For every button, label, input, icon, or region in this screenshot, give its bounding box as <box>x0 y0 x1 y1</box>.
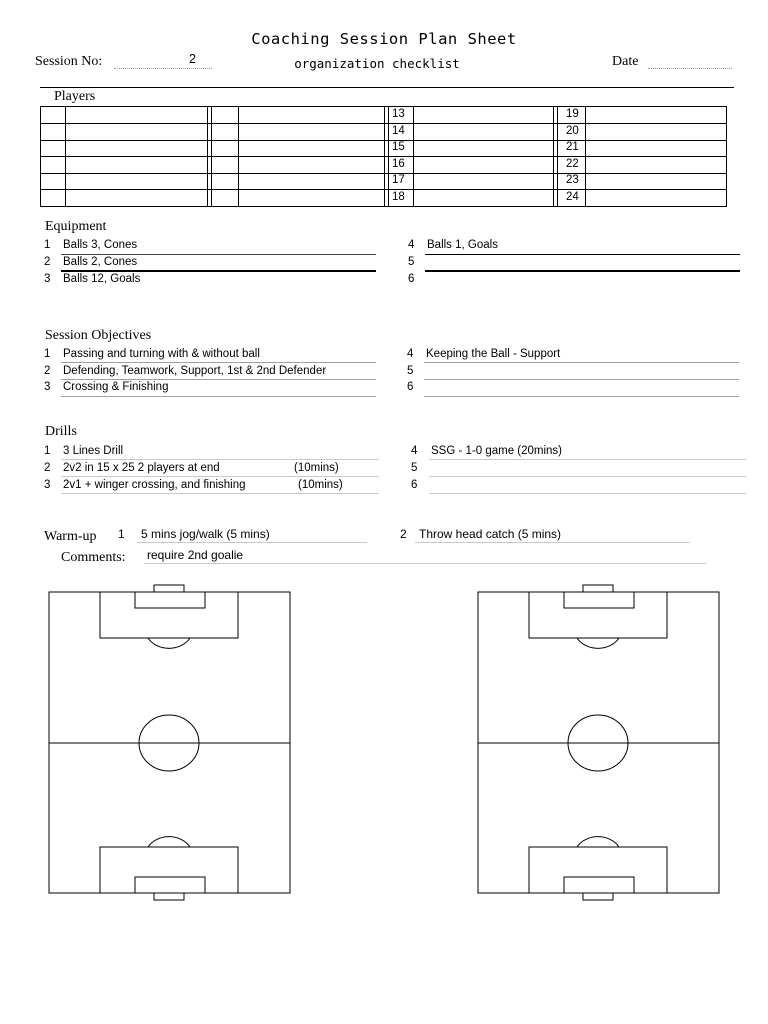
player-number: 21 <box>566 141 579 153</box>
player-number: 24 <box>566 191 579 203</box>
player-number: 13 <box>392 108 405 120</box>
comments-value[interactable]: require 2nd goalie <box>147 548 244 562</box>
objective-item[interactable]: Crossing & Finishing <box>63 381 169 393</box>
session-no-value[interactable]: 2 <box>189 52 196 66</box>
drill-duration: (10mins) <box>294 462 339 474</box>
player-number: 22 <box>566 158 579 170</box>
pitch-left[interactable] <box>49 585 290 900</box>
player-number: 16 <box>392 158 405 170</box>
players-heading: Players <box>54 89 96 104</box>
equipment-index: 6 <box>408 273 415 285</box>
objective-item[interactable]: Defending, Teamwork, Support, 1st & 2nd Defender <box>63 365 327 377</box>
objective-item[interactable]: Passing and turning with & without ball <box>63 348 260 360</box>
drill-index: 2 <box>44 462 51 474</box>
equipment-index: 2 <box>44 256 51 268</box>
page-subtitle: organization checklist <box>294 56 460 71</box>
objective-index: 5 <box>407 365 414 377</box>
equipment-heading: Equipment <box>45 219 107 234</box>
warmup-item[interactable]: 5 mins jog/walk (5 mins) <box>141 527 270 541</box>
pitch-right[interactable] <box>478 585 719 900</box>
warmup-index: 1 <box>118 527 125 541</box>
drill-index: 6 <box>411 479 418 491</box>
comments-label: Comments: <box>61 550 126 565</box>
player-number: 17 <box>392 174 405 186</box>
date-label: Date <box>612 54 639 69</box>
player-number: 18 <box>392 191 405 203</box>
warmup-index: 2 <box>400 527 407 541</box>
objective-index: 2 <box>44 365 51 377</box>
page-title: Coaching Session Plan Sheet <box>251 30 517 48</box>
drill-index: 1 <box>44 445 51 457</box>
player-number: 23 <box>566 174 579 186</box>
warmup-item[interactable]: Throw head catch (5 mins) <box>419 527 562 541</box>
warmup-label: Warm-up <box>44 529 97 544</box>
drill-index: 4 <box>411 445 418 457</box>
drill-index: 5 <box>411 462 418 474</box>
player-number: 19 <box>566 108 579 120</box>
player-number: 15 <box>392 141 405 153</box>
drill-duration: (10mins) <box>298 479 343 491</box>
player-number: 20 <box>566 125 579 137</box>
equipment-item[interactable]: Balls 1, Goals <box>427 239 498 251</box>
equipment-item[interactable]: Balls 12, Goals <box>63 273 141 285</box>
session-no-label: Session No: <box>35 54 103 69</box>
drill-item[interactable]: 2v1 + winger crossing, and finishing <box>63 479 246 491</box>
equipment-item[interactable]: Balls 3, Cones <box>63 239 138 251</box>
player-number: 14 <box>392 125 405 137</box>
drill-item[interactable]: SSG - 1-0 game (20mins) <box>431 445 563 457</box>
drill-item[interactable]: 3 Lines Drill <box>63 445 124 457</box>
equipment-index: 3 <box>44 273 51 285</box>
objective-index: 1 <box>44 348 51 360</box>
drills-heading: Drills <box>45 424 77 439</box>
objective-index: 3 <box>44 381 51 393</box>
objectives-heading: Session Objectives <box>45 328 152 343</box>
drill-index: 3 <box>44 479 51 491</box>
objective-item[interactable]: Keeping the Ball - Support <box>426 348 561 360</box>
drill-item[interactable]: 2v2 in 15 x 25 2 players at end <box>63 462 220 474</box>
equipment-index: 1 <box>44 239 51 251</box>
equipment-item[interactable]: Balls 2, Cones <box>63 256 138 268</box>
objective-index: 6 <box>407 381 414 393</box>
objective-index: 4 <box>407 348 414 360</box>
equipment-index: 4 <box>408 239 415 251</box>
equipment-index: 5 <box>408 256 415 268</box>
